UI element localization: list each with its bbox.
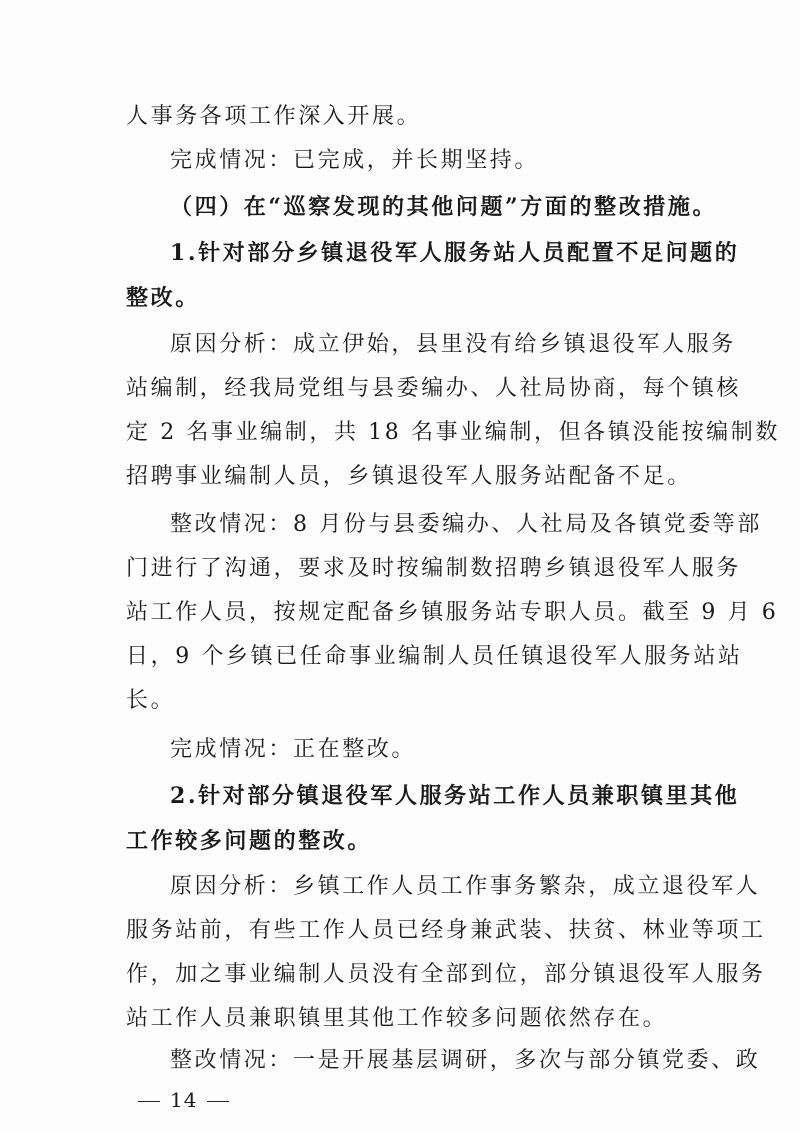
page-footer: [128, 1085, 239, 1115]
text-line: 招聘事业编制人员，乡镇退役军人服务站配备不足。: [126, 464, 692, 489]
completion-status-line: 完成情况：正在整改。: [170, 737, 417, 762]
text-line: 原因分析：乡镇工作人员工作事务繁杂，成立退役军人: [170, 874, 761, 899]
text-line: 站编制，经我局党组与县委编办、人社局协商，每个镇核: [126, 376, 742, 401]
text-line: 整改情况：8 月份与县委编办、人社局及各镇党委等部: [170, 512, 762, 537]
text-line: 站工作人员，按规定配备乡镇服务站专职人员。截至 9 月 6: [126, 600, 779, 625]
item-heading-2-continued: 工作较多问题的整改。: [126, 828, 373, 854]
text-line: 服务站前，有些工作人员已经身兼武装、扶贫、林业等项工: [126, 918, 766, 943]
item-heading-2: 2.针对部分镇退役军人服务站工作人员兼职镇里其他: [170, 783, 740, 809]
item-heading-1-continued: 整改。: [126, 285, 200, 311]
completion-status-line: 完成情况：已完成，并长期坚持。: [170, 148, 540, 173]
footer-dash-right: [207, 1101, 229, 1102]
section-heading: （四）在“巡察发现的其他问题”方面的整改措施。: [170, 194, 718, 220]
text-line: 人事务各项工作深入开展。: [126, 104, 422, 129]
text-line: 日，9 个乡镇已任命事业编制人员任镇退役军人服务站站: [126, 644, 743, 669]
text-line: 站工作人员兼职镇里其他工作较多问题依然存在。: [126, 1006, 668, 1031]
footer-dash-left: [138, 1101, 160, 1102]
text-line: 门进行了沟通，要求及时按编制数招聘乡镇退役军人服务: [126, 556, 742, 581]
text-line: 原因分析：成立伊始，县里没有给乡镇退役军人服务: [170, 332, 736, 357]
text-line: 长。: [126, 688, 176, 713]
text-line: 整改情况：一是开展基层调研，多次与部分镇党委、政: [170, 1048, 761, 1073]
item-heading-1: 1.针对部分乡镇退役军人服务站人员配置不足问题的: [170, 240, 740, 266]
text-line: 作，加之事业编制人员没有全部到位，部分镇退役军人服务: [126, 962, 766, 987]
page-number: 14: [170, 1088, 198, 1112]
text-line: 定 2 名事业编制，共 18 名事业编制，但各镇没能按编制数: [126, 420, 780, 445]
